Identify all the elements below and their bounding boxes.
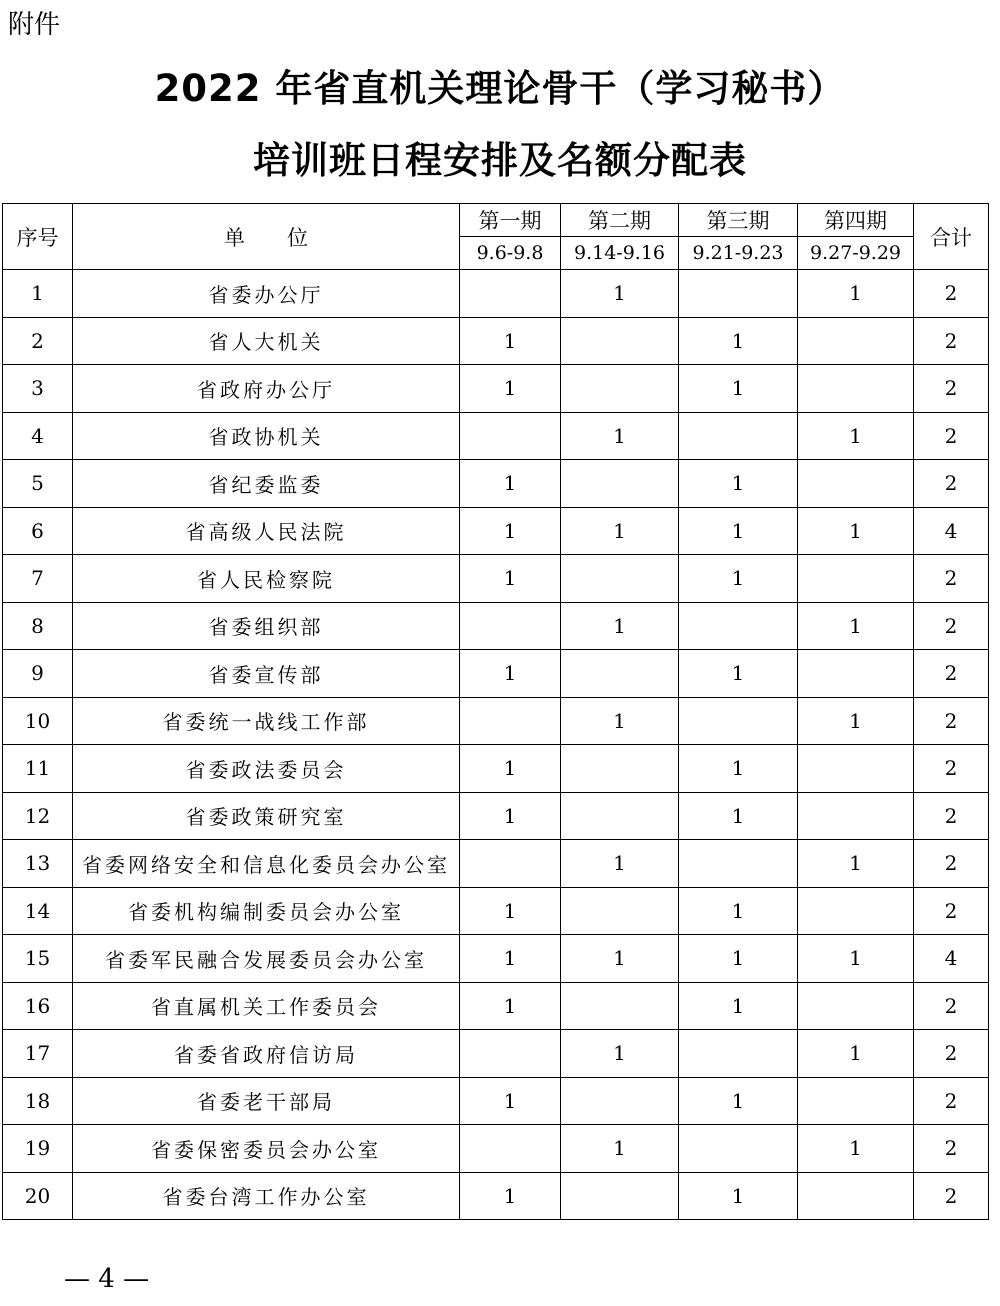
document-title-line2: 培训班日程安排及名额分配表 [253, 139, 747, 182]
table-row [3, 317, 989, 365]
cell-period-4: 1 [798, 840, 914, 888]
cell-total: 2 [914, 412, 989, 460]
cell-seq: 15 [3, 935, 73, 983]
cell-unit: 省直属机关工作委员会 [73, 982, 460, 1030]
table-row [3, 270, 989, 318]
cell-period-1: 1 [460, 650, 561, 698]
cell-total: 2 [914, 745, 989, 793]
cell-period-3 [679, 1125, 798, 1173]
cell-period-3 [679, 1030, 798, 1078]
cell-period-2 [561, 1077, 679, 1125]
cell-unit: 省委台湾工作办公室 [73, 1172, 460, 1220]
cell-period-1 [460, 1125, 561, 1173]
cell-total: 2 [914, 1077, 989, 1125]
cell-total: 2 [914, 1172, 989, 1220]
cell-unit: 省委军民融合发展委员会办公室 [73, 935, 460, 983]
cell-period-3: 1 [679, 317, 798, 365]
cell-period-2 [561, 317, 679, 365]
table-row [3, 365, 989, 413]
cell-seq: 2 [3, 317, 73, 365]
table-body [3, 270, 989, 1220]
table-row [3, 887, 989, 935]
cell-period-1: 1 [460, 982, 561, 1030]
cell-period-2: 1 [561, 270, 679, 318]
cell-total: 2 [914, 270, 989, 318]
table-row [3, 555, 989, 603]
attachment-label: 附件 [8, 10, 61, 40]
cell-period-1: 1 [460, 935, 561, 983]
allocation-table [2, 203, 989, 1220]
cell-period-3: 1 [679, 460, 798, 508]
table-row [3, 745, 989, 793]
cell-seq: 17 [3, 1030, 73, 1078]
cell-period-3: 1 [679, 745, 798, 793]
cell-period-1 [460, 840, 561, 888]
cell-period-3 [679, 270, 798, 318]
cell-period-4 [798, 745, 914, 793]
cell-seq: 19 [3, 1125, 73, 1173]
cell-period-4: 1 [798, 935, 914, 983]
cell-period-4 [798, 982, 914, 1030]
table-row [3, 1077, 989, 1125]
table-row [3, 460, 989, 508]
cell-total: 2 [914, 982, 989, 1030]
header-period-4: 第四期 [798, 204, 914, 237]
cell-period-3: 1 [679, 507, 798, 555]
cell-total: 4 [914, 507, 989, 555]
cell-period-2: 1 [561, 412, 679, 460]
header-period-1-dates: 9.6-9.8 [460, 237, 561, 270]
cell-period-4 [798, 317, 914, 365]
cell-period-3: 1 [679, 982, 798, 1030]
table-row [3, 982, 989, 1030]
cell-period-2 [561, 650, 679, 698]
cell-total: 2 [914, 650, 989, 698]
cell-period-2 [561, 745, 679, 793]
cell-unit: 省高级人民法院 [73, 507, 460, 555]
cell-total: 2 [914, 697, 989, 745]
cell-period-2: 1 [561, 697, 679, 745]
cell-period-4 [798, 365, 914, 413]
cell-seq: 12 [3, 792, 73, 840]
cell-period-1: 1 [460, 1077, 561, 1125]
cell-period-2 [561, 792, 679, 840]
cell-period-4 [798, 792, 914, 840]
cell-period-1 [460, 1030, 561, 1078]
cell-seq: 3 [3, 365, 73, 413]
cell-unit: 省委政法委员会 [73, 745, 460, 793]
header-seq: 序号 [3, 204, 73, 270]
cell-period-4 [798, 650, 914, 698]
table-row [3, 935, 989, 983]
page-number: — 4 — [64, 1264, 150, 1294]
cell-seq: 11 [3, 745, 73, 793]
header-period-4-dates: 9.27-9.29 [798, 237, 914, 270]
cell-total: 2 [914, 887, 989, 935]
header-period-2: 第二期 [561, 204, 679, 237]
table-row [3, 412, 989, 460]
cell-period-4: 1 [798, 1030, 914, 1078]
cell-seq: 10 [3, 697, 73, 745]
cell-period-2: 1 [561, 1125, 679, 1173]
cell-period-2: 1 [561, 840, 679, 888]
table-row [3, 697, 989, 745]
cell-period-2 [561, 460, 679, 508]
header-row-periods [3, 204, 989, 237]
cell-total: 2 [914, 840, 989, 888]
cell-period-3: 1 [679, 650, 798, 698]
cell-total: 2 [914, 365, 989, 413]
cell-total: 2 [914, 555, 989, 603]
cell-period-1: 1 [460, 507, 561, 555]
cell-period-1: 1 [460, 745, 561, 793]
cell-seq: 1 [3, 270, 73, 318]
cell-period-4: 1 [798, 507, 914, 555]
table-row [3, 507, 989, 555]
cell-unit: 省委网络安全和信息化委员会办公室 [73, 840, 460, 888]
cell-period-1: 1 [460, 317, 561, 365]
cell-total: 2 [914, 792, 989, 840]
header-period-1: 第一期 [460, 204, 561, 237]
cell-unit: 省委宣传部 [73, 650, 460, 698]
cell-seq: 14 [3, 887, 73, 935]
cell-unit: 省政协机关 [73, 412, 460, 460]
cell-seq: 9 [3, 650, 73, 698]
cell-period-4: 1 [798, 602, 914, 650]
cell-unit: 省委组织部 [73, 602, 460, 650]
cell-seq: 20 [3, 1172, 73, 1220]
table-row [3, 840, 989, 888]
cell-seq: 18 [3, 1077, 73, 1125]
header-period-3: 第三期 [679, 204, 798, 237]
cell-period-1 [460, 270, 561, 318]
cell-period-1: 1 [460, 792, 561, 840]
cell-period-3: 1 [679, 935, 798, 983]
cell-period-2 [561, 982, 679, 1030]
cell-total: 2 [914, 317, 989, 365]
cell-seq: 6 [3, 507, 73, 555]
cell-period-4: 1 [798, 412, 914, 460]
header-period-2-dates: 9.14-9.16 [561, 237, 679, 270]
header-period-3-dates: 9.21-9.23 [679, 237, 798, 270]
cell-period-1: 1 [460, 1172, 561, 1220]
cell-seq: 16 [3, 982, 73, 1030]
cell-period-3 [679, 840, 798, 888]
cell-unit: 省委机构编制委员会办公室 [73, 887, 460, 935]
cell-unit: 省委省政府信访局 [73, 1030, 460, 1078]
table-row [3, 1125, 989, 1173]
cell-period-4 [798, 1172, 914, 1220]
cell-period-2 [561, 365, 679, 413]
cell-period-1: 1 [460, 887, 561, 935]
cell-period-3 [679, 412, 798, 460]
cell-total: 4 [914, 935, 989, 983]
cell-total: 2 [914, 1030, 989, 1078]
cell-period-2: 1 [561, 1030, 679, 1078]
cell-period-3: 1 [679, 887, 798, 935]
cell-total: 2 [914, 1125, 989, 1173]
cell-period-3 [679, 602, 798, 650]
table-row [3, 602, 989, 650]
cell-unit: 省委办公厅 [73, 270, 460, 318]
cell-total: 2 [914, 460, 989, 508]
document-title-line1: 2022 年省直机关理论骨干（学习秘书） [154, 67, 846, 110]
cell-period-3: 1 [679, 555, 798, 603]
cell-seq: 13 [3, 840, 73, 888]
cell-period-4 [798, 1077, 914, 1125]
table-row [3, 1172, 989, 1220]
cell-period-4 [798, 887, 914, 935]
table-row [3, 1030, 989, 1078]
cell-seq: 8 [3, 602, 73, 650]
cell-unit: 省政府办公厅 [73, 365, 460, 413]
cell-period-3: 1 [679, 792, 798, 840]
header-total: 合计 [914, 204, 989, 270]
cell-period-2 [561, 555, 679, 603]
cell-period-2: 1 [561, 507, 679, 555]
cell-period-3: 1 [679, 1172, 798, 1220]
cell-period-2 [561, 887, 679, 935]
cell-unit: 省人大机关 [73, 317, 460, 365]
cell-period-4: 1 [798, 270, 914, 318]
cell-unit: 省委保密委员会办公室 [73, 1125, 460, 1173]
cell-unit: 省委政策研究室 [73, 792, 460, 840]
cell-unit: 省人民检察院 [73, 555, 460, 603]
cell-period-1 [460, 602, 561, 650]
cell-period-3: 1 [679, 365, 798, 413]
cell-period-2 [561, 1172, 679, 1220]
cell-period-3 [679, 697, 798, 745]
cell-seq: 5 [3, 460, 73, 508]
cell-total: 2 [914, 602, 989, 650]
cell-period-1: 1 [460, 365, 561, 413]
cell-seq: 4 [3, 412, 73, 460]
cell-period-1 [460, 697, 561, 745]
cell-unit: 省委统一战线工作部 [73, 697, 460, 745]
cell-period-2: 1 [561, 935, 679, 983]
cell-period-1: 1 [460, 460, 561, 508]
cell-unit: 省纪委监委 [73, 460, 460, 508]
cell-period-3: 1 [679, 1077, 798, 1125]
table-row [3, 792, 989, 840]
table-row [3, 650, 989, 698]
cell-period-4 [798, 555, 914, 603]
header-unit: 单 位 [73, 204, 460, 270]
cell-period-2: 1 [561, 602, 679, 650]
cell-period-4: 1 [798, 697, 914, 745]
cell-period-4: 1 [798, 1125, 914, 1173]
cell-unit: 省委老干部局 [73, 1077, 460, 1125]
cell-period-4 [798, 460, 914, 508]
cell-period-1: 1 [460, 555, 561, 603]
cell-seq: 7 [3, 555, 73, 603]
cell-period-1 [460, 412, 561, 460]
